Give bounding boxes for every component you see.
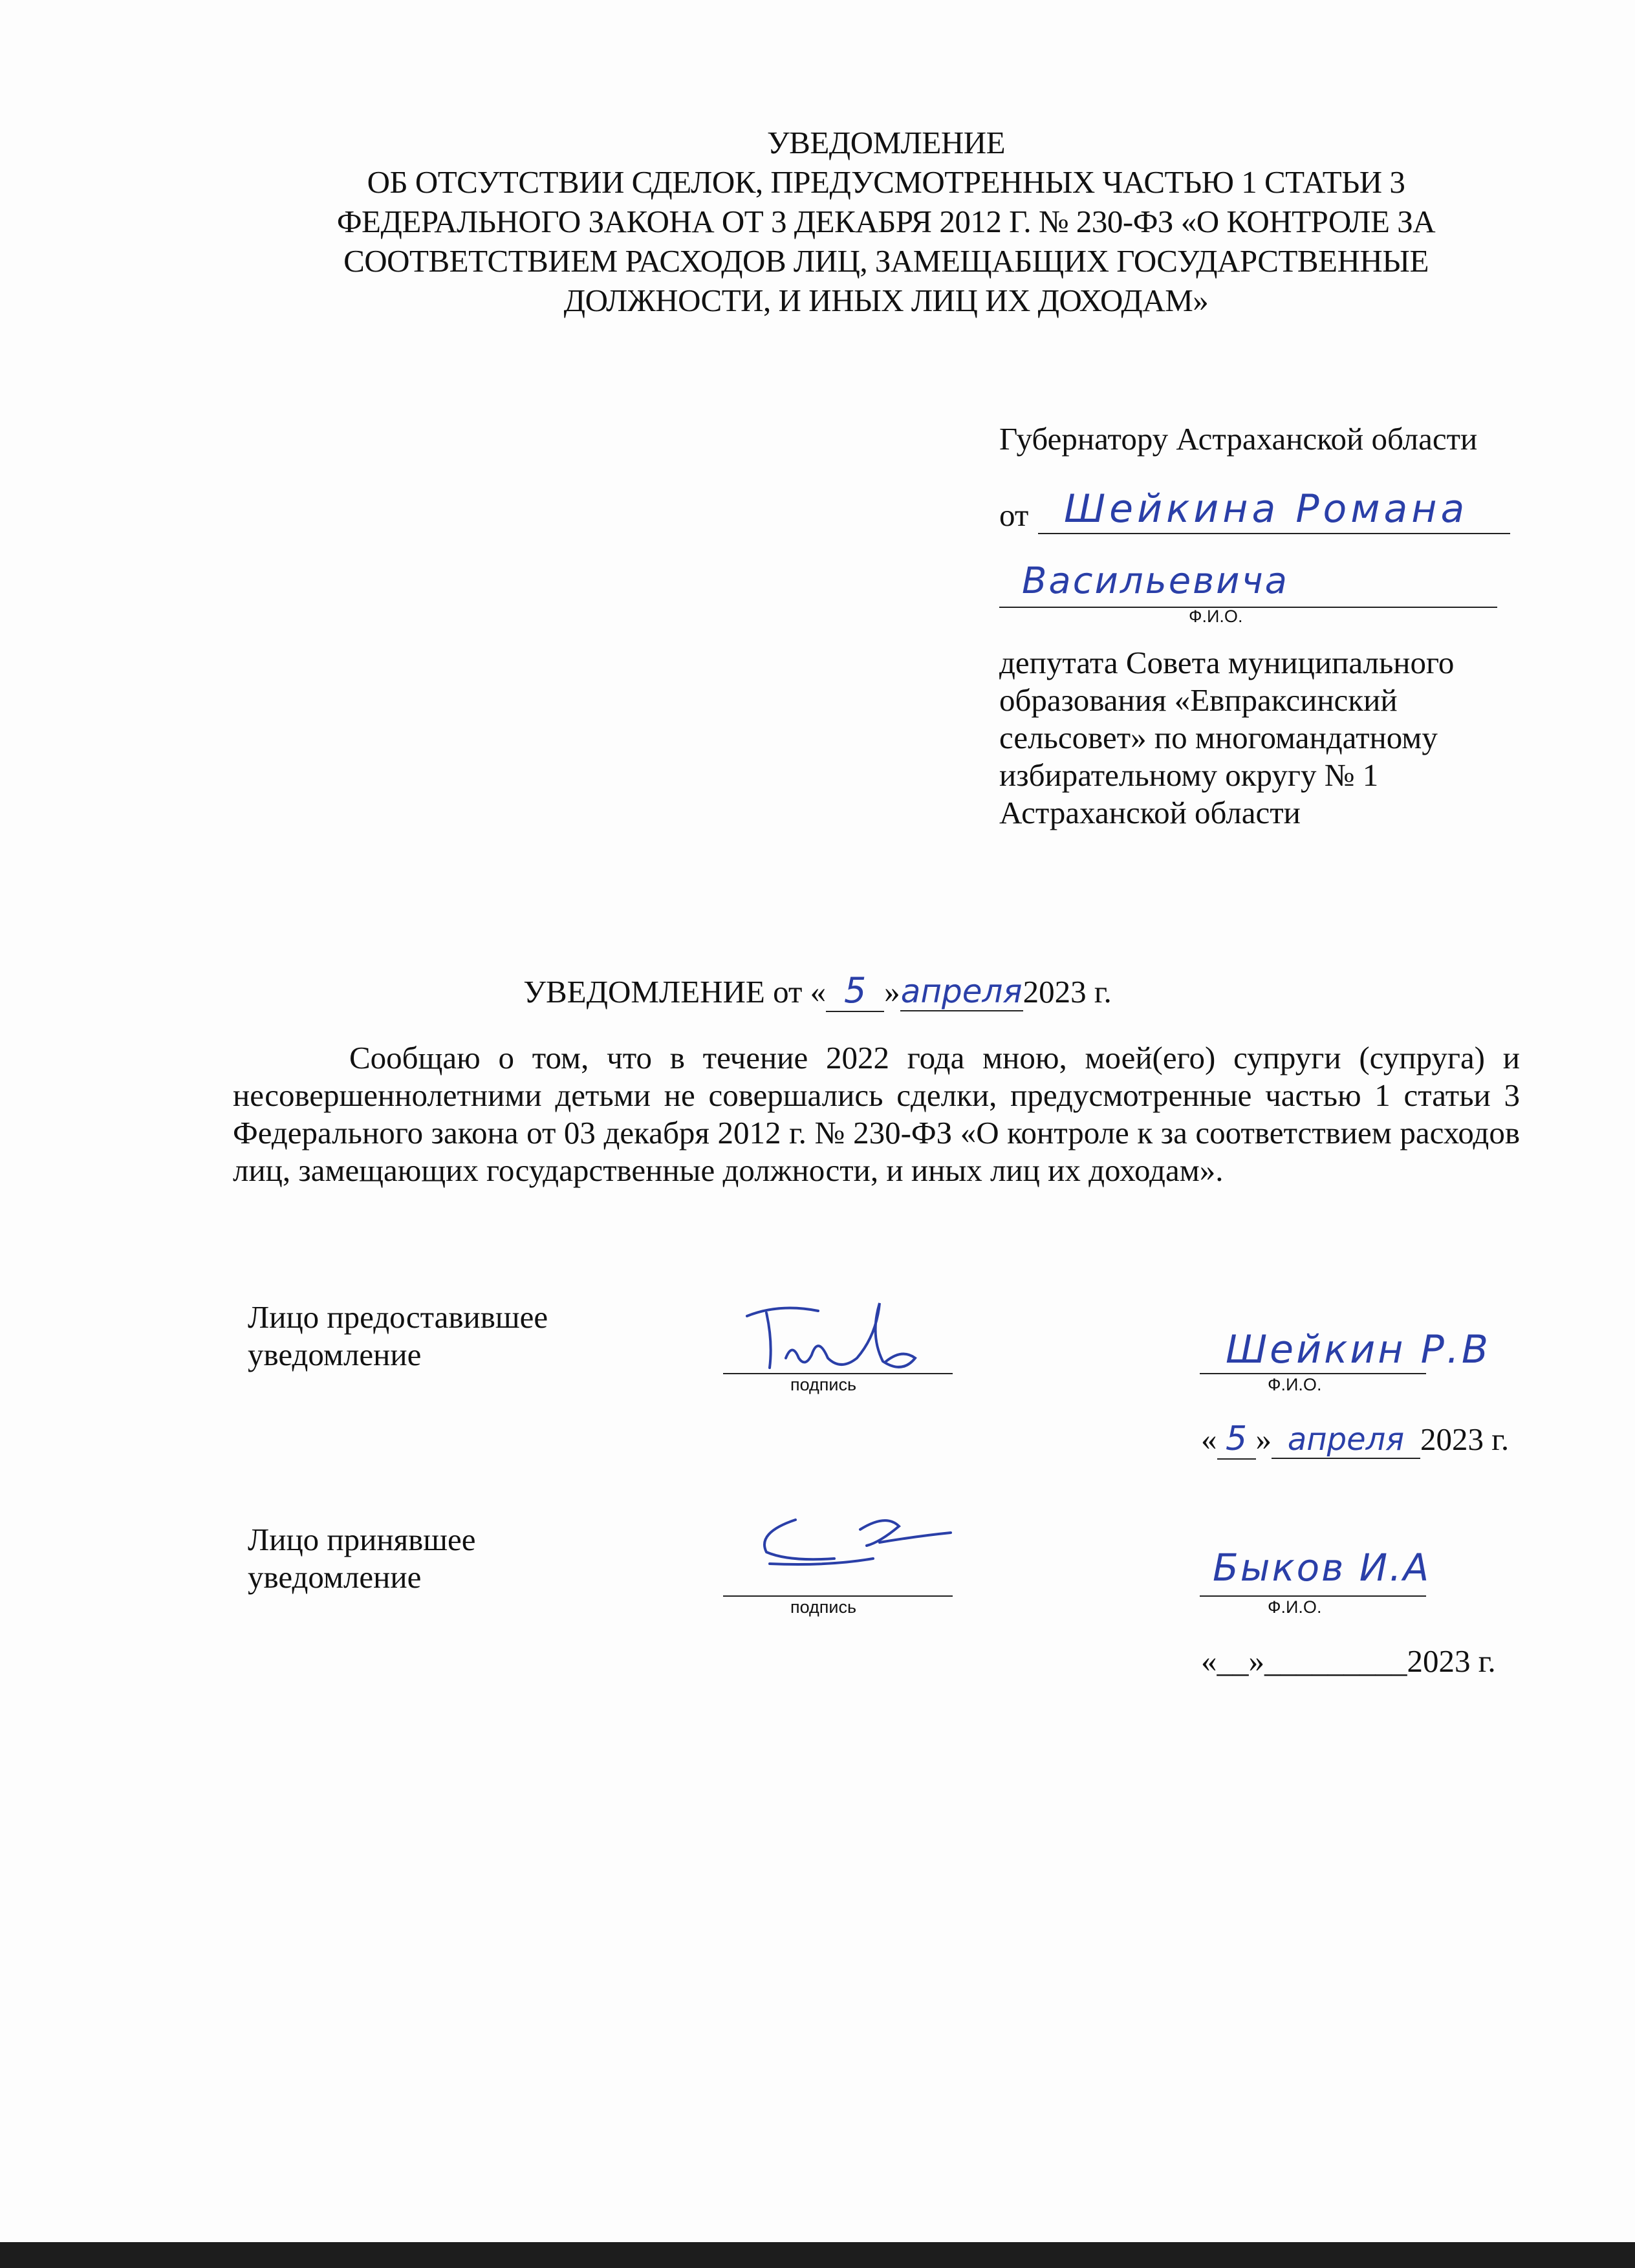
notice-month: апреля [900,973,1023,1010]
notice-month-blank [900,973,1023,1011]
receiver-fio-label: Ф.И.О. [1268,1597,1322,1617]
provider-date-open: « [1201,1421,1217,1457]
receiver-label-1: Лицо принявшее [248,1522,476,1557]
provider-label-2: уведомление [248,1337,422,1372]
receiver-signature-line [723,1559,953,1597]
from-name-handwritten-2: Васильевича [1022,560,1289,602]
notice-body: Сообщаю о том, что в течение 2022 года мною, моей(его) супруги (супруга) и несовершеннолетними детьми не совершались сделки, предусмотренные частью 1 статьи 3 Федерального закона от 03 декабря 2012 г. № 230-ФЗ «О контроле к за соответствием расходов лиц, замещающих государственные должности, и иных лиц их доходам». [233,1040,1520,1188]
provider-fio-handwritten: Шейкин Р.В [1226,1327,1491,1372]
notice-mid: » [884,974,900,1010]
scan-edge-band [0,2242,1635,2268]
from-label: от [999,497,1029,533]
provider-month-blank [1272,1421,1420,1459]
title-line-2: ОБ ОТСУТСТВИИ СДЕЛОК, ПРЕДУСМОТРЕННЫХ ЧАСТЬЮ 1 СТАТЬИ 3 [367,164,1405,200]
notice-prefix: УВЕДОМЛЕНИЕ от « [523,974,827,1010]
provider-signature-label: подпись [790,1375,857,1394]
provider-signature-line [723,1336,953,1374]
title-line-3: ФЕДЕРАЛЬНОГО ЗАКОНА ОТ 3 ДЕКАБРЯ 2012 Г. № 230-ФЗ «О КОНТРОЛЕ ЗА [336,204,1436,239]
document-title [194,123,1578,320]
receiver-signature-label: подпись [790,1597,857,1617]
title-line-5: ДОЛЖНОСТИ, И ИНЫХ ЛИЦ ИХ ДОХОДАМ» [563,283,1209,318]
receiver-fio-handwritten: Быков И.А [1213,1546,1431,1590]
title-line-1: УВЕДОМЛЕНИЕ [766,125,1006,160]
notice-day: 5 [843,970,867,1011]
provider-date-month: апреля [1287,1421,1405,1458]
from-name-handwritten-1: Шейкина Романа [1064,486,1469,532]
from-fio-label: Ф.И.О. [1189,607,1243,626]
provider-day-blank [1217,1420,1256,1460]
provider-date-year: 2023 г. [1420,1421,1510,1457]
title-line-4: СООТВЕТСТВИЕМ РАСХОДОВ ЛИЦ, ЗАМЕЩАБЩИХ ГОСУДАРСТВЕННЫЕ [343,243,1429,279]
receiver-label-2: уведомление [248,1559,422,1595]
provider-label-1: Лицо предоставившее [248,1299,548,1335]
addressee-position: депутата Совета муниципального образования «Евпраксинский сельсовет» по многомандатному избирательному округу № 1 Астраханской области [999,645,1455,830]
addressee-to: Губернатору Астраханской области [999,421,1478,457]
provider-date-close: » [1255,1421,1272,1457]
provider-date [1201,1420,1509,1460]
notice-date-line [0,970,1635,1012]
provider-date-day: 5 [1225,1420,1248,1458]
notice-day-blank [826,970,884,1012]
receiver-date: «__»_________2023 г. [1201,1643,1496,1679]
provider-fio-label: Ф.И.О. [1268,1375,1322,1394]
notice-suffix: 2023 г. [1023,974,1112,1010]
